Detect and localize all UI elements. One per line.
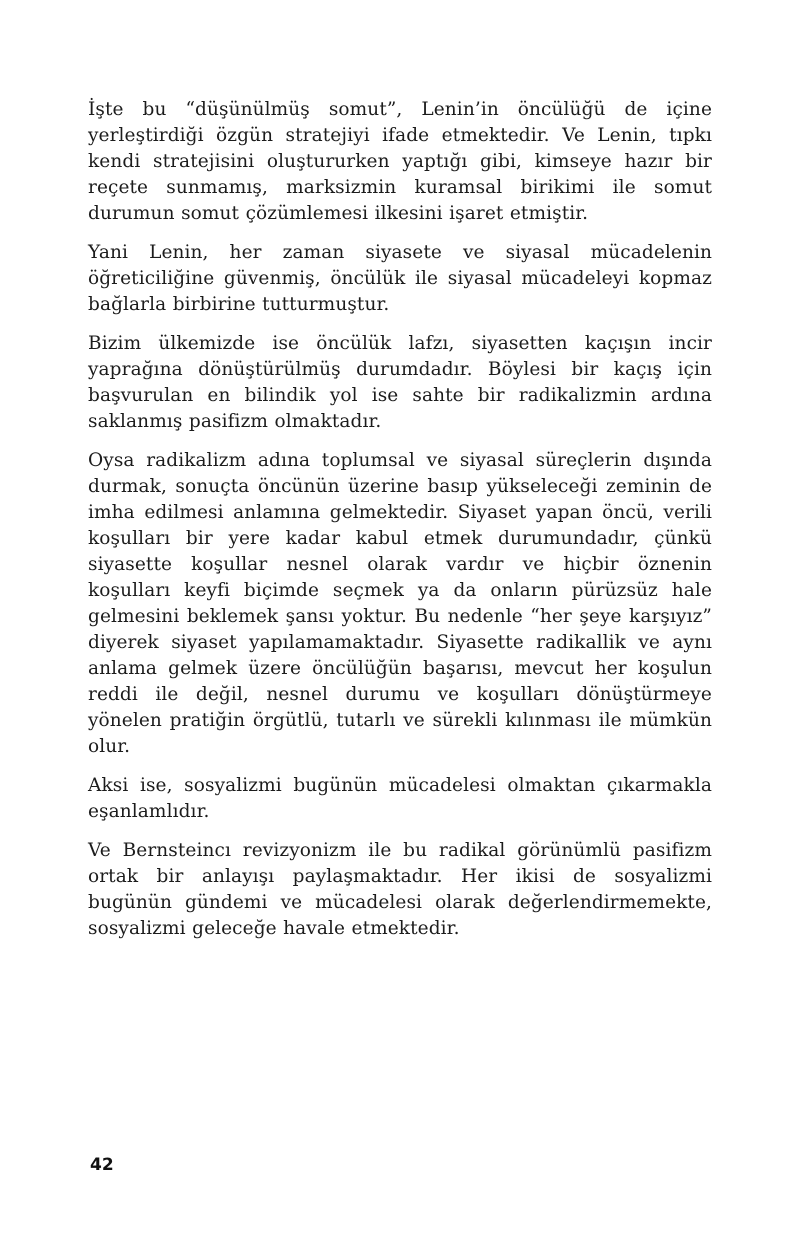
body-text — [88, 97, 712, 955]
paragraph: Oysa radikalizm adına toplumsal ve siyasal süreçlerin dışında durmak, sonuçta öncünün üzerine basıp yükseleceği zeminin de imha edilmesi anlamına gelmektedir. Siyaset yapan öncü, verili koşulları bir yere kadar kabul etmek durumundadır, çünkü siyasette koşullar nesnel olarak vardır ve hiçbir öznenin koşulları keyfi biçimde seçmek ya da onların pürüzsüz hale gelmesini beklemek şansı yoktur. Bu nedenle “her şeye karşıyız” diyerek siyaset yapılamamaktadır. Siyasette radikallik ve aynı anlama gelmek üzere öncülüğün başarısı, mevcut her koşulun reddi ile değil, nesnel durumu ve koşulları dönüştürmeye yönelen pratiğin örgütlü, tutarlı ve sürekli kılınması ile mümkün olur. — [88, 450, 712, 757]
paragraph: Ve Bernsteincı revizyonizm ile bu radikal görünümlü pasifizm ortak bir anlayışı paylaşmaktadır. Her ikisi de sosyalizmi bugünün gündemi ve mücadelesi olarak değerlendirmemekte, sosyalizmi geleceğe havale etmektedir. — [88, 840, 712, 939]
paragraph: Aksi ise, sosyalizmi bugünün mücadelesi olmaktan çıkarmakla eşanlamlıdır. — [88, 775, 712, 822]
paragraph: Yani Lenin, her zaman siyasete ve siyasal mücadelenin öğreticiliğine güvenmiş, öncülük ile siyasal mücadeleyi kopmaz bağlarla birbirine tutturmuştur. — [88, 242, 712, 315]
paragraph: İşte bu “düşünülmüş somut”, Lenin’in öncülüğü de içine yerleştirdiği özgün stratejiyi ifade etmektedir. Ve Lenin, tıpkı kendi stratejisini oluştururken yaptığı gibi, kimseye hazır bir reçete sunmamış, marksizmin kuramsal birikimi ile somut durumun somut çözümlemesi ilkesini işaret etmiştir. — [88, 99, 712, 224]
paragraph: Bizim ülkemizde ise öncülük lafzı, siyasetten kaçışın incir yaprağına dönüştürülmüş durumdadır. Böylesi bir kaçış için başvurulan en bilindik yol ise sahte bir radikalizmin ardına saklanmış pasifizm olmaktadır. — [88, 333, 712, 432]
page-number: 42 — [90, 1155, 114, 1175]
